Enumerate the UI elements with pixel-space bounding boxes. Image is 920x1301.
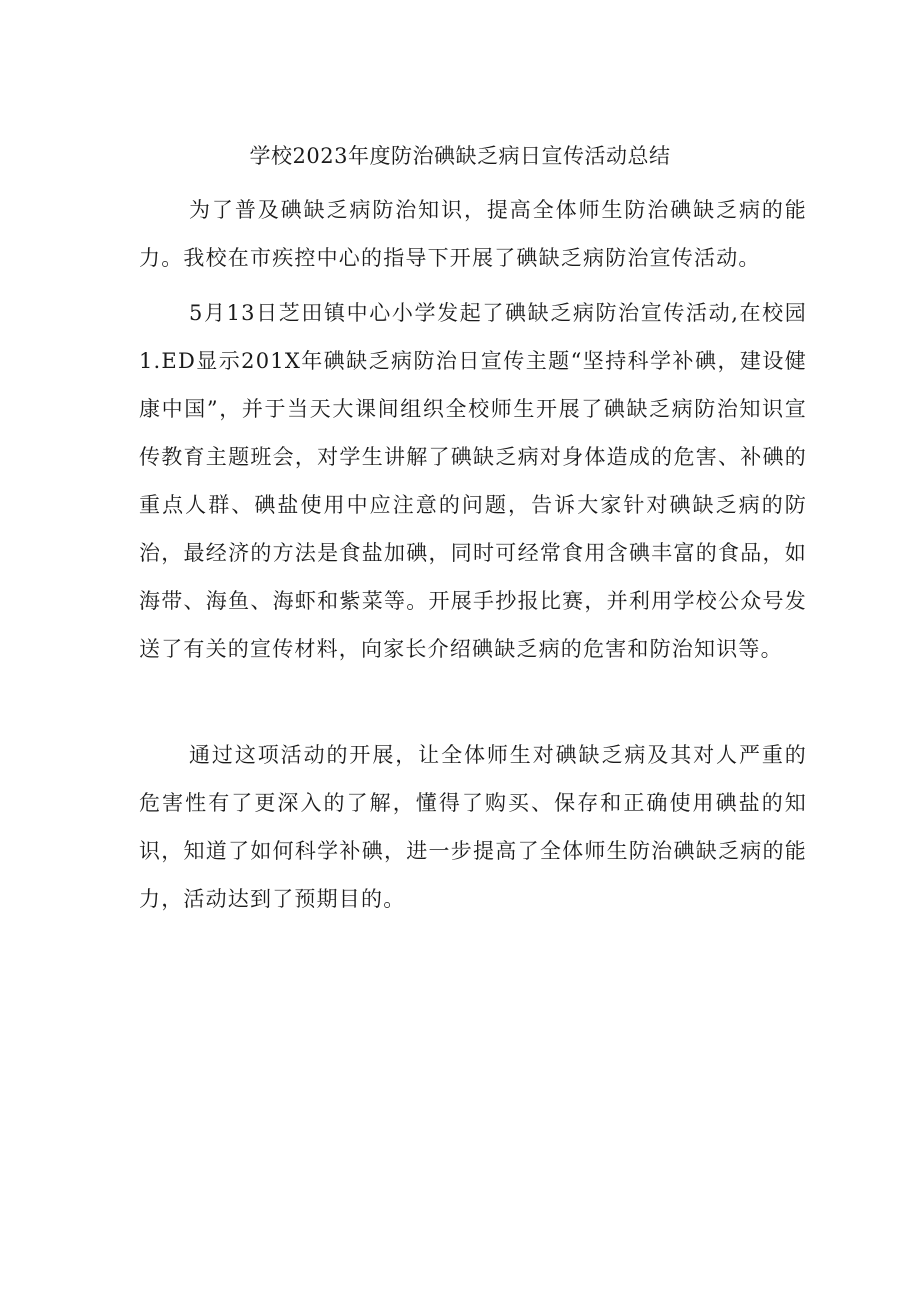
paragraph-conclusion: 通过这项活动的开展，让全体师生对碘缺乏病及其对人严重的危害性有了更深入的了解，懂得了购买、保存和正确使用碘盐的知识，知道了如何科学补碘，进一步提高了全体师生防治碘缺乏病的能力，活动达到了预期目的。 <box>139 743 807 911</box>
document-title: 学校2023年度防治碘缺乏病日宣传活动总结 <box>249 144 671 168</box>
paragraph-intro: 为了普及碘缺乏病防治知识，提高全体师生防治碘缺乏病的能力。我校在市疾控中心的指导下开展了碘缺乏病防治宣传活动。 <box>139 198 807 270</box>
paragraph-activity: 5月13日芝田镇中心小学发起了碘缺乏病防治宣传活动,在校园1.ED显示201X年碘缺乏病防治日宣传主题“坚持科学补碘，建设健康中国”，并于当天大课间组织全校师生开展了碘缺乏病防治知识宣传教育主题班会，对学生讲解了碘缺乏病对身体造成的危害、补碘的重点人群、碘盐使用中应注意的问题，告诉大家针对碘缺乏病的防治，最经济的方法是食盐加碘，同时可经常食用含碘丰富的食品，如海带、海鱼、海虾和紫菜等。开展手抄报比赛，并利用学校公众号发送了有关的宣传材料，向家长介绍碘缺乏病的危害和防治知识等。 <box>139 301 807 661</box>
